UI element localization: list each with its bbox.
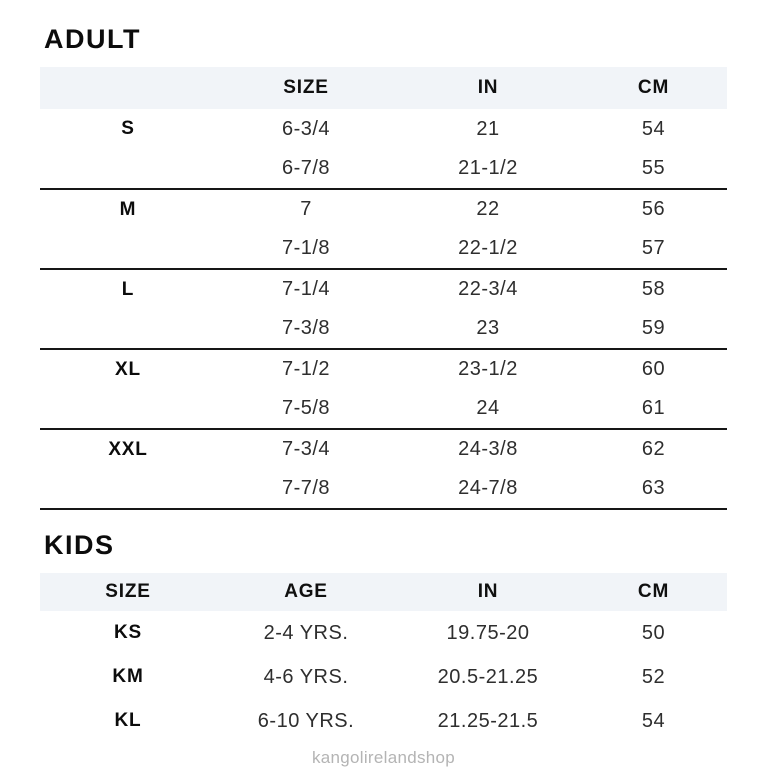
- table-row: [40, 655, 727, 699]
- inches-cell: 21.25-21.5: [437, 709, 539, 732]
- size-label-cell: KL: [114, 710, 142, 732]
- hat-size-cell: 7-1/8: [216, 229, 396, 269]
- hat-size-cell: 7: [300, 198, 312, 221]
- inches-cell: 24-7/8: [396, 469, 580, 509]
- size-label-cell: XXL: [108, 438, 148, 460]
- inches-cell: 24-3/8: [458, 438, 518, 461]
- size-label-cell: [40, 149, 216, 189]
- inches-cell: 22: [476, 198, 500, 221]
- kids-header-in: IN: [477, 581, 499, 603]
- cm-cell: 60: [641, 358, 666, 381]
- cm-cell: 57: [580, 229, 727, 269]
- watermark: kangolirelandshop: [311, 748, 456, 768]
- adult-header-cm: CM: [637, 77, 670, 99]
- hat-size-cell: 7-1/4: [281, 278, 331, 301]
- inches-cell: 23-1/2: [458, 358, 518, 381]
- size-label-cell: [40, 469, 216, 509]
- table-row: [40, 189, 727, 229]
- adult-size-table: [40, 67, 727, 510]
- inches-cell: 19.75-20: [446, 621, 530, 644]
- inches-cell: 21: [476, 117, 500, 140]
- table-row: [40, 269, 727, 309]
- kids-header-row: [40, 573, 727, 611]
- adult-header-row: [40, 67, 727, 109]
- hat-size-cell: 7-1/2: [281, 358, 331, 381]
- size-label-cell: L: [121, 278, 135, 300]
- size-label-cell: S: [121, 118, 135, 140]
- kids-header-age: AGE: [284, 581, 328, 603]
- table-row: [40, 469, 727, 509]
- hat-size-cell: 7-7/8: [216, 469, 396, 509]
- table-row: [40, 229, 727, 269]
- size-label-cell: XL: [115, 358, 141, 380]
- table-row: [40, 149, 727, 189]
- cm-cell: 52: [641, 665, 666, 688]
- adult-header-blank: [40, 67, 216, 109]
- kids-header-size: SIZE: [105, 581, 151, 603]
- cm-cell: 54: [641, 709, 666, 732]
- table-row: [40, 429, 727, 469]
- table-row: [40, 699, 727, 743]
- adult-header-in: IN: [477, 77, 499, 99]
- kids-header-cm: CM: [637, 581, 670, 603]
- size-label-cell: [40, 389, 216, 429]
- inches-cell: 24: [396, 389, 580, 429]
- cm-cell: 58: [641, 278, 666, 301]
- cm-cell: 62: [641, 438, 666, 461]
- inches-cell: 22-3/4: [458, 278, 518, 301]
- age-cell: 2-4 YRS.: [263, 621, 349, 644]
- age-cell: 4-6 YRS.: [263, 665, 349, 688]
- size-label-cell: [40, 309, 216, 349]
- cm-cell: 55: [580, 149, 727, 189]
- inches-cell: 23: [396, 309, 580, 349]
- hat-size-cell: 6-7/8: [216, 149, 396, 189]
- hat-size-cell: 7-3/8: [216, 309, 396, 349]
- table-row: [40, 109, 727, 149]
- table-row: [40, 309, 727, 349]
- size-label-cell: KM: [112, 666, 144, 688]
- cm-cell: 59: [580, 309, 727, 349]
- adult-section-title: ADULT: [44, 24, 141, 54]
- size-label-cell: KS: [114, 622, 142, 644]
- table-row: [40, 349, 727, 389]
- hat-size-cell: 6-3/4: [281, 117, 331, 140]
- hat-size-cell: 7-3/4: [281, 438, 331, 461]
- size-label-cell: [40, 229, 216, 269]
- inches-cell: 20.5-21.25: [437, 665, 539, 688]
- kids-section-title: KIDS: [44, 530, 115, 561]
- cm-cell: 61: [580, 389, 727, 429]
- cm-cell: 54: [641, 117, 666, 140]
- cm-cell: 56: [641, 198, 666, 221]
- cm-cell: 63: [580, 469, 727, 509]
- adult-header-size: SIZE: [283, 77, 329, 99]
- hat-size-cell: 7-5/8: [216, 389, 396, 429]
- table-row: [40, 611, 727, 655]
- inches-cell: 22-1/2: [396, 229, 580, 269]
- age-cell: 6-10 YRS.: [257, 709, 355, 732]
- inches-cell: 21-1/2: [396, 149, 580, 189]
- cm-cell: 50: [641, 621, 666, 644]
- size-label-cell: M: [119, 198, 137, 220]
- table-row: [40, 389, 727, 429]
- kids-size-table: [40, 573, 727, 743]
